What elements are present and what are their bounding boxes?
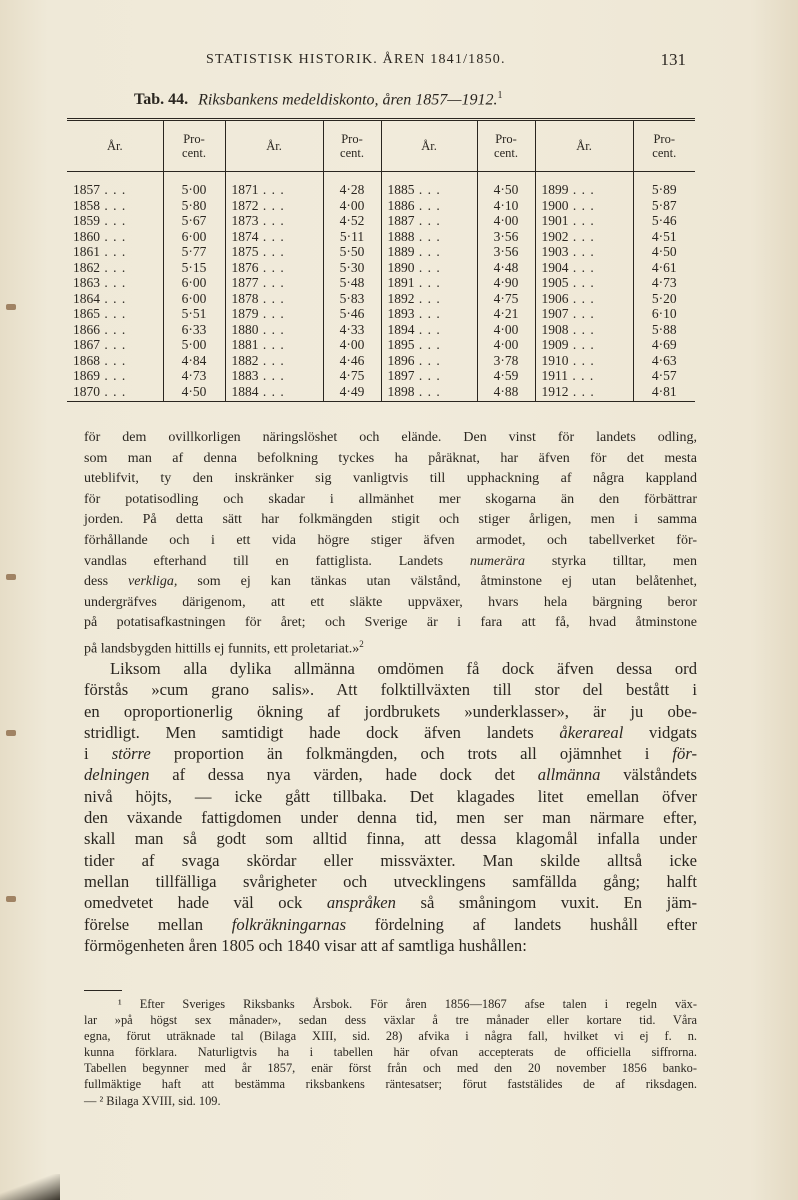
year-cell: 1861 . . . [67,244,163,260]
year-cell: 1883 . . . [225,368,323,384]
percent-cell: 4·00 [323,337,381,353]
year-cell: 1907 . . . [535,306,633,322]
year-cell: 1859 . . . [67,213,163,229]
table-row [67,353,695,369]
footnote-line: — ² Bilaga XVIII, sid. 109. [84,1093,221,1108]
year-cell: 1857 . . . [67,172,163,198]
discount-rate-table [67,118,695,402]
header-year: År. [225,120,323,172]
percent-cell: 4·49 [323,384,381,402]
year-cell: 1902 . . . [535,229,633,245]
text-line: tider af svaga skördar eller missväxter. Man skilde alltså icke [84,850,697,870]
text-line: vandlas efterhand till en fattiglista. Landets numerära styrka tilltar, men [84,553,698,569]
percent-cell: 5·87 [633,198,695,214]
percent-cell: 5·88 [633,322,695,338]
emphasis: delningen [84,765,150,785]
year-cell: 1903 . . . [535,244,633,260]
year-cell: 1876 . . . [225,260,323,276]
percent-cell: 4·81 [633,384,695,402]
year-cell: 1895 . . . [381,337,477,353]
text-line: på landsbygden hittills ej funnits, ett proletariat.»$^2$ [84,638,364,657]
header-percent: Pro- cent. [477,120,535,172]
percent-cell: 5·80 [163,198,225,214]
text-line: Liksom alla dylika allmänna omdömen få dock äfven dessa ord [110,659,697,678]
percent-cell: 5·11 [323,229,381,245]
year-cell: 1889 . . . [381,244,477,260]
percent-cell: 5·83 [323,291,381,307]
year-cell: 1891 . . . [381,275,477,291]
table-row [67,306,695,322]
table-row [67,198,695,214]
year-cell: 1860 . . . [67,229,163,245]
table-row [67,213,695,229]
year-cell: 1863 . . . [67,275,163,291]
percent-cell: 4·84 [163,353,225,369]
year-cell: 1896 . . . [381,353,477,369]
table-row [67,244,695,260]
percent-cell: 5·67 [163,213,225,229]
year-cell: 1867 . . . [67,337,163,353]
year-cell: 1909 . . . [535,337,633,353]
percent-cell: 4·75 [323,368,381,384]
year-cell: 1901 . . . [535,213,633,229]
percent-cell: 4·73 [163,368,225,384]
text-line: den växande fattigdomen under denna tid, men ser man närmare efter, [84,808,697,828]
text-line: omedvetet hade väl ock anspråken så småningom vuxit. En jäm- [84,893,698,913]
percent-cell: 4·28 [323,172,381,198]
year-cell: 1871 . . . [225,172,323,198]
year-cell: 1886 . . . [381,198,477,214]
running-head-title: STATISTISK HISTORIK. ÅREN 1841/1850. [206,52,506,67]
table-row [67,260,695,276]
percent-cell: 5·30 [323,260,381,276]
table-footnote-ref: 1 [497,90,503,101]
text-line: mellan tillfälliga svårigheter och utvecklingens samfällda gång; halft [84,871,697,891]
text-line: undergräfves därigenom, att ett släkte uppväxer, hvars hela bärgning beror [84,594,697,610]
year-cell: 1869 . . . [67,368,163,384]
year-cell: 1880 . . . [225,322,323,338]
header-percent: Pro- cent. [323,120,381,172]
percent-cell: 4·50 [633,244,695,260]
percent-cell: 4·69 [633,337,695,353]
percent-cell: 4·59 [477,368,535,384]
emphasis: numerära [469,553,526,569]
percent-cell: 4·48 [477,260,535,276]
percent-cell: 6·33 [163,322,225,338]
year-cell: 1875 . . . [225,244,323,260]
percent-cell: 4·88 [477,384,535,402]
table-label: Tab. 44. [134,91,189,109]
percent-cell: 5·51 [163,306,225,322]
year-cell: 1882 . . . [225,353,323,369]
text-line: på potatisafkastningen för året; och Sverige är i fara att få, hvad åtminstone [84,615,697,631]
percent-cell: 5·48 [323,275,381,291]
footnotes [84,996,697,1109]
text-line: jorden. På detta sätt har folkmängden stigit och stiger årligen, men i samma [84,512,697,528]
year-cell: 1868 . . . [67,353,163,369]
year-cell: 1858 . . . [67,198,163,214]
table-row [67,384,695,402]
percent-cell: 5·00 [163,172,225,198]
percent-cell: 4·90 [477,275,535,291]
percent-cell: 3·56 [477,244,535,260]
table-caption [134,90,502,109]
year-cell: 1881 . . . [225,337,323,353]
emphasis: åkerareal [559,722,624,742]
table-title: Riksbankens medeldiskonto, åren 1857—1912. [198,91,498,109]
footnote-line: ¹ Efter Sveriges Riksbanks Årsbok. För åren 1856—1867 afse talen i regeln väx- [118,997,697,1011]
year-cell: 1892 . . . [381,291,477,307]
percent-cell: 5·46 [323,306,381,322]
table-body [67,172,695,402]
year-cell: 1897 . . . [381,368,477,384]
year-cell: 1885 . . . [381,172,477,198]
percent-cell: 3·56 [477,229,535,245]
percent-cell: 5·15 [163,260,225,276]
percent-cell: 4·00 [477,213,535,229]
text-line: förstås »cum grano salis». Att folktillväxten till stor del bestått i [84,680,697,700]
year-cell: 1910 . . . [535,353,633,369]
binding-shadow [0,1174,60,1200]
year-cell: 1911 . . . [535,368,633,384]
text-line: förmögenheten åren 1805 och 1840 visar att af samtliga hushållen: [84,935,527,955]
year-cell: 1900 . . . [535,198,633,214]
percent-cell: 6·00 [163,291,225,307]
year-cell: 1864 . . . [67,291,163,307]
table-row [67,229,695,245]
margin-mark [6,574,16,580]
text-line: nivå höjts, — icke gått tillbaka. Det klagades litet emellan öfver [84,786,697,806]
header-year: År. [381,120,477,172]
text-line: delningen af dessa nya värden, hade dock det allmänna välståndets [84,765,697,785]
footnote-ref: 2 [359,638,364,649]
percent-cell: 4·61 [633,260,695,276]
percent-cell: 6·10 [633,306,695,322]
emphasis: folkräkningarnas [231,914,347,934]
margin-mark [6,304,16,310]
year-cell: 1884 . . . [225,384,323,402]
margin-mark [6,896,16,902]
year-cell: 1905 . . . [535,275,633,291]
text-line: i större proportion än folkmängden, och trots all ojämnhet i för- [84,744,697,764]
year-cell: 1865 . . . [67,306,163,322]
text-line: förelse mellan folkräkningarnas fördelning af landets hushåll efter [84,914,697,934]
table-row [67,368,695,384]
footnote-line: egna, förut uträknade tal (Bilaga XIII, sid. 28) afvika i några fall, hvilket vi ej f. n. [84,1029,697,1044]
emphasis: verkliga, [128,574,178,590]
year-cell: 1874 . . . [225,229,323,245]
year-cell: 1888 . . . [381,229,477,245]
quoted-paragraph [84,428,697,660]
year-cell: 1890 . . . [381,260,477,276]
percent-cell: 4·75 [477,291,535,307]
percent-cell: 6·00 [163,275,225,291]
emphasis: större [111,744,151,764]
year-cell: 1877 . . . [225,275,323,291]
year-cell: 1878 . . . [225,291,323,307]
footnote-line: fullmäktige haft att bestämma riksbankens räntesatser; förut faststälides de af riksdagen. [84,1077,697,1092]
year-cell: 1908 . . . [535,322,633,338]
emphasis: anspråken [326,893,396,913]
table-row [67,172,695,198]
percent-cell: 4·63 [633,353,695,369]
percent-cell: 6·00 [163,229,225,245]
percent-cell: 4·00 [477,337,535,353]
percent-cell: 5·50 [323,244,381,260]
text-line: för potatisodling och skadar i allmänhet mer skogarna än den förbättrar [84,491,697,507]
percent-cell: 5·77 [163,244,225,260]
text-line: som man af denna befolkning tyckes ha påräknat, har äfven för det mesta [84,450,697,466]
table-row [67,275,695,291]
year-cell: 1893 . . . [381,306,477,322]
percent-cell: 4·00 [477,322,535,338]
percent-cell: 4·51 [633,229,695,245]
percent-cell: 4·52 [323,213,381,229]
table-header-row [67,120,695,172]
percent-cell: 4·46 [323,353,381,369]
text-line: för dem ovillkorligen näringslöshet och elände. Den vinst för landets odling, [84,430,697,445]
text-line: skall man så godt som alltid finna, att dessa klagomål infalla under [84,829,697,849]
percent-cell: 3·78 [477,353,535,369]
table-row [67,322,695,338]
percent-cell: 5·46 [633,213,695,229]
text-line: stridligt. Men samtidigt hade dock äfven landets åkerareal vidgats [84,722,697,742]
year-cell: 1862 . . . [67,260,163,276]
header-percent: Pro- cent. [163,120,225,172]
text-line: förhållande och i ett vida högre stiger äfven armodet, och tabellverket för- [84,532,697,548]
percent-cell: 4·57 [633,368,695,384]
header-year: År. [67,120,163,172]
year-cell: 1879 . . . [225,306,323,322]
percent-cell: 5·20 [633,291,695,307]
footnote-line: lar »på högst sex månader», sedan dess växlar å tre månader eller kortare tid. Våra [84,1013,697,1028]
page-number: 131 [660,50,686,69]
text-line: dess verkliga, som ej kan tänkas utan välstånd, åtminstone ej utan belåtenhet, [84,574,697,590]
year-cell: 1912 . . . [535,384,633,402]
header-percent: Pro- cent. [633,120,695,172]
percent-cell: 4·33 [323,322,381,338]
year-cell: 1870 . . . [67,384,163,402]
text-line: uteblifvit, ty den inskränker sig vanligtvis till upphackning af några kappland [84,471,697,487]
year-cell: 1894 . . . [381,322,477,338]
year-cell: 1866 . . . [67,322,163,338]
percent-cell: 4·10 [477,198,535,214]
year-cell: 1872 . . . [225,198,323,214]
margin-mark [6,730,16,736]
main-paragraph [84,658,697,956]
year-cell: 1873 . . . [225,213,323,229]
emphasis: allmänna [537,765,601,785]
percent-cell: 4·21 [477,306,535,322]
year-cell: 1904 . . . [535,260,633,276]
percent-cell: 4·50 [163,384,225,402]
table-row [67,291,695,307]
year-cell: 1899 . . . [535,172,633,198]
text-line: en oproportionerlig ökning af jordbrukets »underklasser», är ju obe- [84,701,697,721]
percent-cell: 4·73 [633,275,695,291]
emphasis: för- [672,744,697,764]
percent-cell: 4·00 [323,198,381,214]
percent-cell: 5·00 [163,337,225,353]
footnote-rule [84,990,122,991]
year-cell: 1887 . . . [381,213,477,229]
table-row [67,337,695,353]
footnote-line: kunna förklara. Naturligtvis ha i tabellen här ofvan accepterats de officiella siffrorna. [84,1045,697,1060]
year-cell: 1906 . . . [535,291,633,307]
percent-cell: 4·50 [477,172,535,198]
header-year: År. [535,120,633,172]
footnote-line: Tabellen begynner med år 1857, enär först från och med den 20 november 1856 banko- [84,1061,697,1076]
year-cell: 1898 . . . [381,384,477,402]
percent-cell: 5·89 [633,172,695,198]
